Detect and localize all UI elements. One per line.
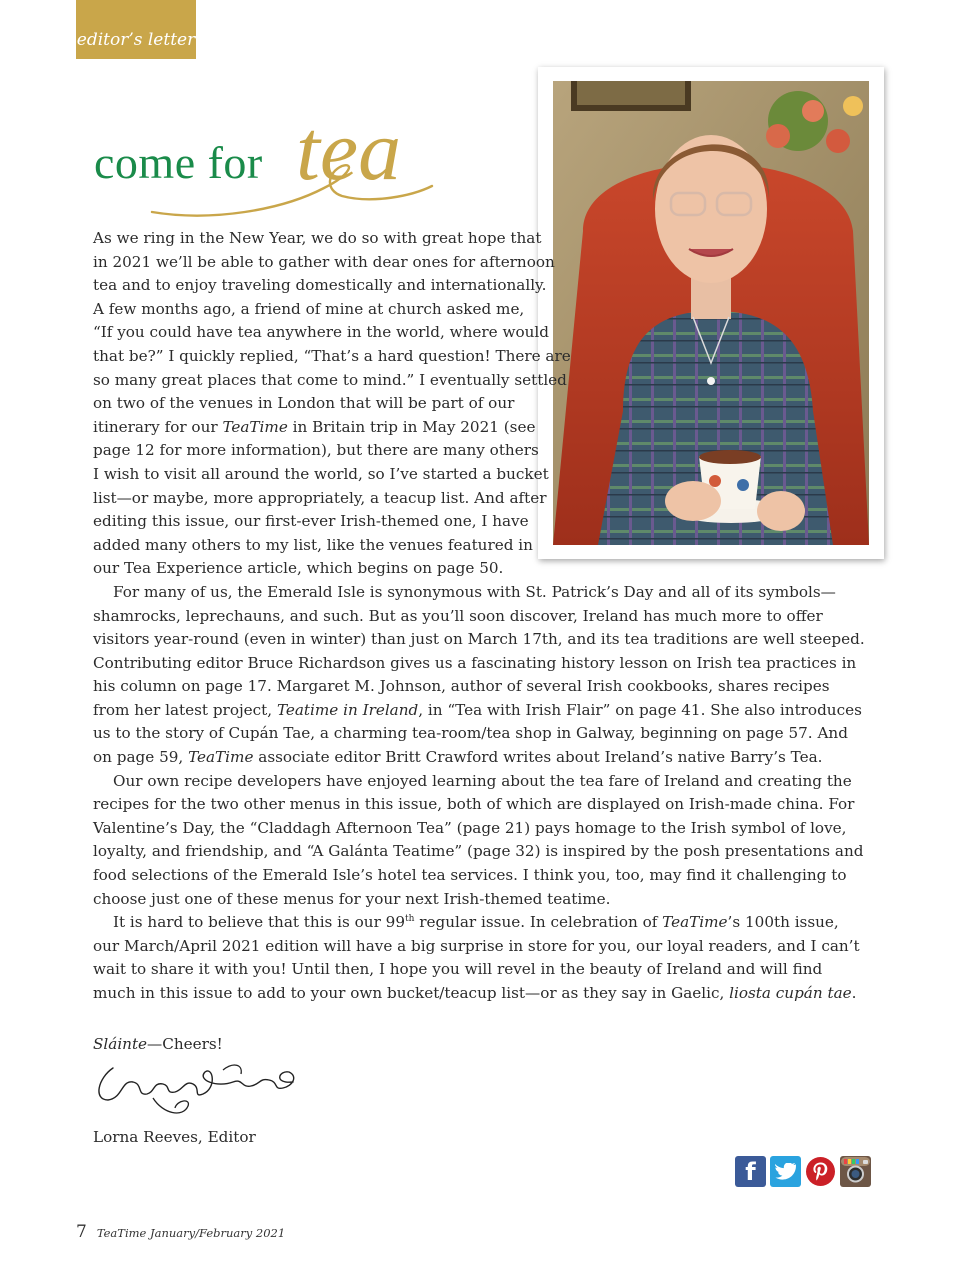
- closing-greeting: [93, 1033, 223, 1057]
- headline: [92, 102, 452, 220]
- letter-body: [93, 227, 869, 1006]
- headline-tea: tea: [296, 102, 402, 198]
- text-line: A few months ago, a friend of mine at church asked me,: [93, 299, 525, 318]
- text-emphasis: Teatime in Ireland: [276, 700, 419, 719]
- text-line: As we ring in the New Year, we do so with great hope that: [93, 229, 542, 247]
- text-segment: in Britain trip in May 2021 (see: [287, 417, 536, 436]
- text-segment: ’s 100th issue, our March/April 2021 edition will have a big surprise in store for you, our loyal readers, and I can’t wait to share it with you! Until then, I hope you will revel in the beauty of Ireland and will find much in this issue to add to your own bucket/teacup list—or as they say in Gaelic,: [93, 913, 860, 1002]
- text-segment: For many of us, the Emerald Isle is synonymous with St. Patrick’s Day and all of its symbols—shamrocks, leprechauns, and such. But as you’ll soon discover, Ireland has much more to offer visitors year-round (even in winter) than just on March 17th, and its tea traditions are well steeped. Contributing editor Bruce Richardson gives us a fascinating history lesson on Irish tea practices in his column on page 17. Margaret M. Johnson, author of several Irish cookbooks, shares recipes from her latest project,: [93, 582, 865, 719]
- editor-name: Lorna Reeves, Editor: [93, 1128, 256, 1146]
- text-segment: .: [851, 984, 857, 1002]
- text-line: tea and to enjoy traveling domestically and internationally.: [93, 276, 547, 295]
- text-emphasis: TeaTime: [222, 417, 288, 436]
- text-line: I wish to visit all around the world, so I’ve started a bucket: [93, 464, 549, 483]
- text-line: page 12 for more information), but there are many others: [93, 441, 539, 460]
- text-line: that be?” I quickly replied, “That’s a hard question! There are: [93, 346, 571, 365]
- text-segment: It is hard to believe that this is our 99: [113, 913, 405, 932]
- page-footer: [76, 1222, 285, 1242]
- text-line: [93, 416, 869, 440]
- text-line: so many great places that come to mind.” I eventually settled: [93, 370, 567, 389]
- greeting-rest: —Cheers!: [147, 1035, 223, 1053]
- headline-come-for: come for: [94, 137, 263, 188]
- text-line: added many others to my list, like the venues featured in: [93, 535, 533, 554]
- section-label: editor’s letter: [76, 30, 196, 50]
- page-number: 7: [76, 1222, 87, 1242]
- text-line: in 2021 we’ll be able to gather with dear ones for afternoon: [93, 252, 555, 271]
- paragraph-2: [93, 581, 869, 770]
- social-icons: [735, 1156, 871, 1187]
- text-segment: regular issue. In celebration of: [414, 913, 663, 932]
- pinterest-icon[interactable]: [805, 1156, 836, 1187]
- twitter-icon[interactable]: [770, 1156, 801, 1187]
- text-line: on two of the venues in London that will be part of our: [93, 394, 515, 413]
- superscript: th: [405, 914, 415, 925]
- text-emphasis: liosta cupán tae: [729, 984, 852, 1002]
- text-segment: , in “Tea with Irish Flair” on page 41. She also introduces us to the story of Cupán Tae, a charming tea-room/tea shop in Galway, beginning on page 57. And on page 59,: [93, 700, 862, 767]
- handwritten-signature: [93, 1058, 313, 1122]
- text-line: list—or maybe, more appropriately, a teacup list. And after: [93, 488, 547, 507]
- facebook-icon[interactable]: f: [735, 1156, 766, 1187]
- text-line: “If you could have tea anywhere in the world, where would: [93, 323, 550, 342]
- text-segment: itinerary for our: [93, 417, 223, 436]
- text-line: our Tea Experience article, which begins on page 50.: [93, 559, 504, 578]
- paragraph-3: Our own recipe developers have enjoyed learning about the tea fare of Ireland and creating the recipes for the two other menus in this issue, both of which are displayed on Irish-made china. For Valentine’s Day, the “Claddagh Afternoon Tea” (page 21) pays homage to the Irish symbol of love, loyalty, and friendship, and “A Galánta Teatime” (page 32) is inspired by the posh presentations and food selections of the Emerald Isle’s hotel tea services. I think you, too, may find it challenging to choose just one of these menus for your next Irish-themed teatime.: [93, 771, 864, 908]
- instagram-icon[interactable]: [840, 1156, 871, 1187]
- text-segment: associate editor Britt Crawford writes about Ireland’s native Barry’s Tea.: [253, 748, 823, 767]
- text-emphasis: TeaTime: [188, 748, 254, 767]
- paragraph-1: [93, 227, 869, 581]
- greeting-emphasis: Sláinte: [93, 1035, 148, 1053]
- paragraph-4: [93, 911, 869, 1005]
- magazine-issue: TeaTime January/February 2021: [96, 1226, 286, 1240]
- section-tab: [76, 0, 196, 59]
- text-emphasis: TeaTime: [662, 913, 728, 932]
- text-line: editing this issue, our first-ever Irish-themed one, I have: [93, 512, 529, 531]
